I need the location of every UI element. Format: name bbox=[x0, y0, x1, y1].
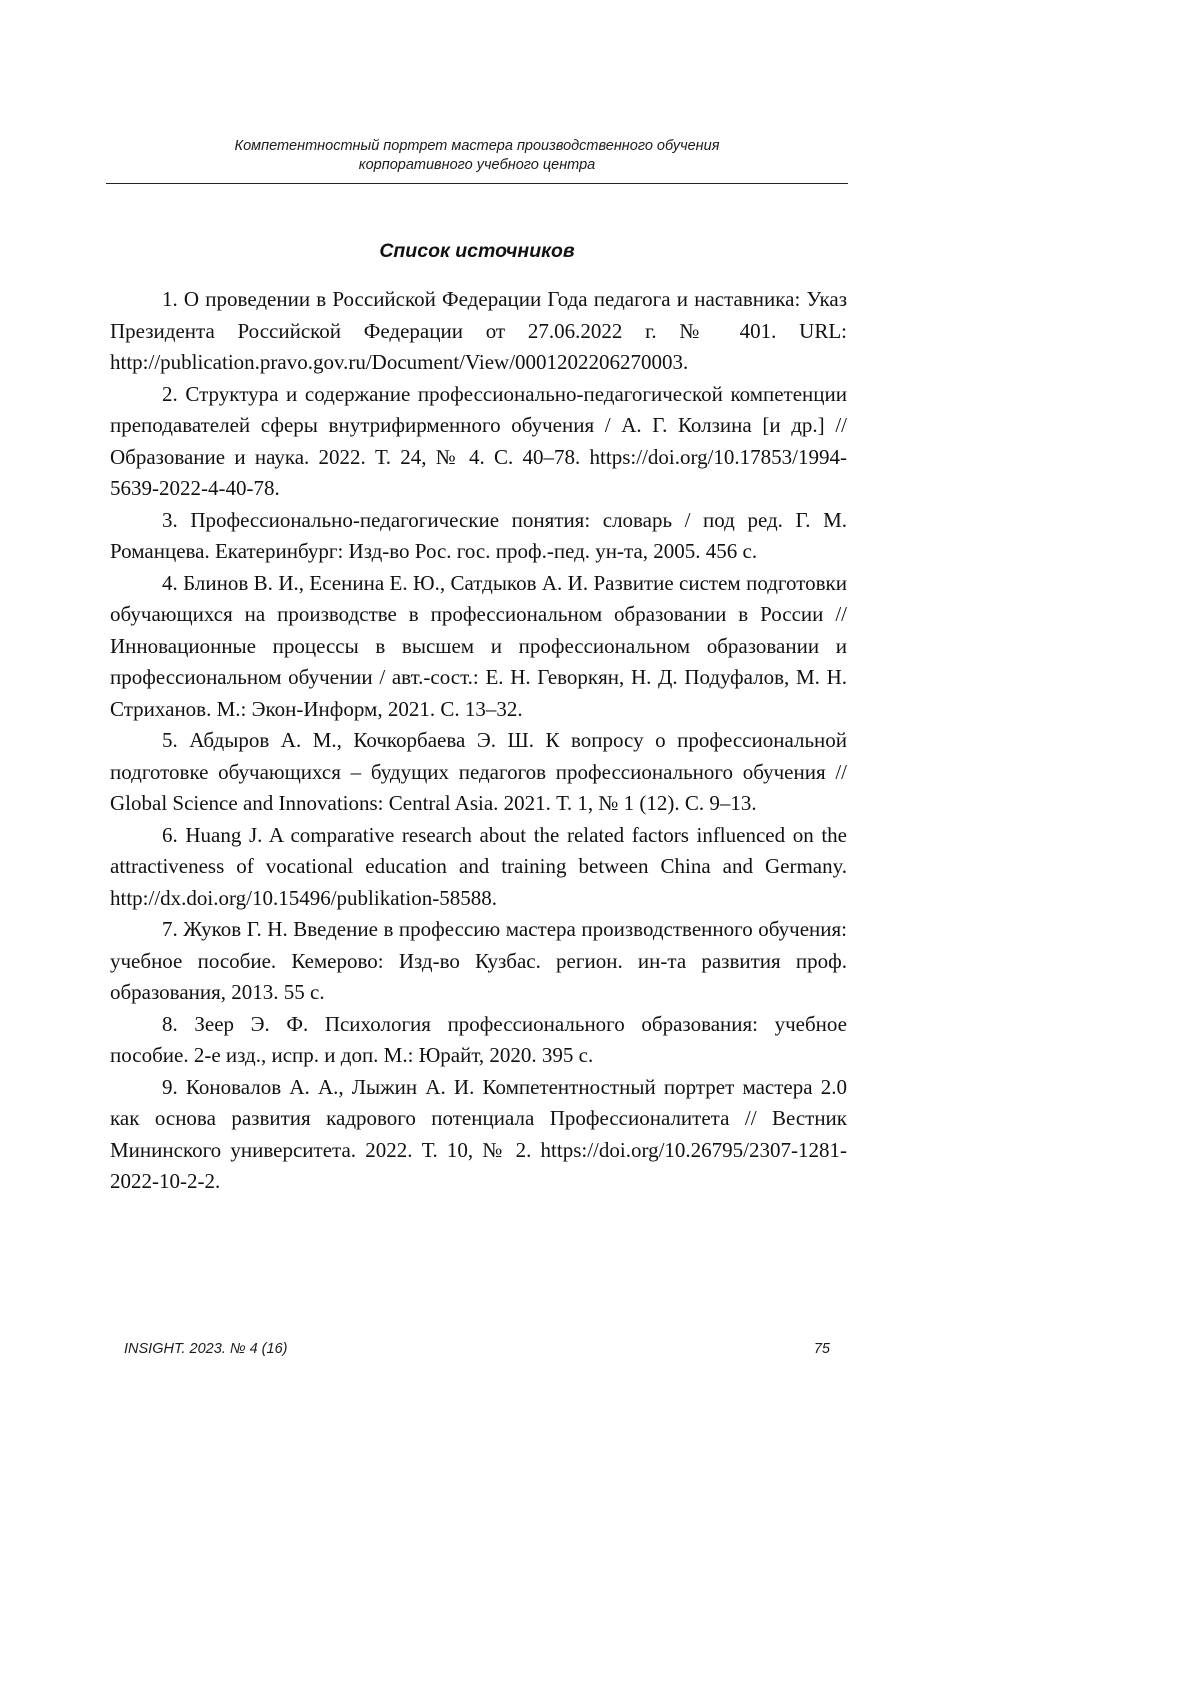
running-header-line-1: Компетентностный портрет мастера производственного обучения bbox=[234, 138, 720, 154]
header-divider bbox=[106, 183, 848, 184]
reference-item-9: 9. Коновалов А. А., Лыжин А. И. Компетентностный портрет мастера 2.0 как основа развития кадрового потенциала Профессионалитета // Вестник Мининского университета. 2022. Т. 10, № 2. https://doi.org/10.26795/2307-1281-2022-10-2-2. bbox=[110, 1074, 847, 1193]
running-header bbox=[106, 137, 848, 175]
journal-citation: INSIGHT. 2023. № 4 (16) bbox=[124, 1341, 288, 1357]
reference-item-6: 6. Huang J. A comparative research about the related factors influenced on the attractiveness of vocational education and training between China and Germany. http://dx.doi.org/10.15496/publikation-58588. bbox=[110, 822, 847, 910]
running-header-line-2: корпоративного учебного центра bbox=[358, 157, 596, 173]
reference-item-2: 2. Структура и содержание профессионально-педагогической компетенции преподавателей сферы внутрифирменного обучения / А. Г. Колзина [и др.] // Образование и наука. 2022. Т. 24, № 4. С. 40–78. https://doi.org/10.17853/1994-5639-2022-4-40-78. bbox=[110, 381, 847, 500]
reference-item-7: 7. Жуков Г. Н. Введение в профессию мастера производственного обучения: учебное пособие. Кемерово: Изд-во Кузбас. регион. ин-та развития проф. образования, 2013. 55 с. bbox=[110, 917, 847, 1004]
reference-item-8: 8. Зеер Э. Ф. Психология профессионального образования: учебное пособие. 2-е изд., испр. и доп. М.: Юрайт, 2020. 395 с. bbox=[110, 1011, 847, 1067]
reference-item-1: 1. О проведении в Российской Федерации Года педагога и наставника: Указ Президента Российской Федерации от 27.06.2022 г. № 401. URL: http://publication.pravo.gov.ru/Document/View/0001202206270003. bbox=[110, 287, 847, 374]
section-title: Список источников bbox=[379, 240, 575, 262]
reference-item-3: 3. Профессионально-педагогические понятия: словарь / под ред. Г. М. Романцева. Екатеринбург: Изд-во Рос. гос. проф.-пед. ун-та, 2005. 456 с. bbox=[110, 507, 847, 563]
reference-item-4: 4. Блинов В. И., Есенина Е. Ю., Сатдыков А. И. Развитие систем подготовки обучающихся на производстве в профессиональном образовании в России // Инновационные процессы в высшем и профессиональном образовании и профессиональном обучении / авт.-сост.: Е. Н. Геворкян, Н. Д. Подуфалов, М. Н. Стриханов. М.: Экон-Информ, 2021. С. 13–32. bbox=[110, 570, 847, 721]
page-number: 75 bbox=[813, 1341, 830, 1357]
reference-item-5: 5. Абдыров А. М., Кочкорбаева Э. Ш. К вопросу о профессиональной подготовке обучающихся – будущих педагогов профессионального обучения // Global Science and Innovations: Central Asia. 2021. Т. 1, № 1 (12). С. 9–13. bbox=[110, 728, 847, 815]
reference-list bbox=[110, 284, 847, 1198]
